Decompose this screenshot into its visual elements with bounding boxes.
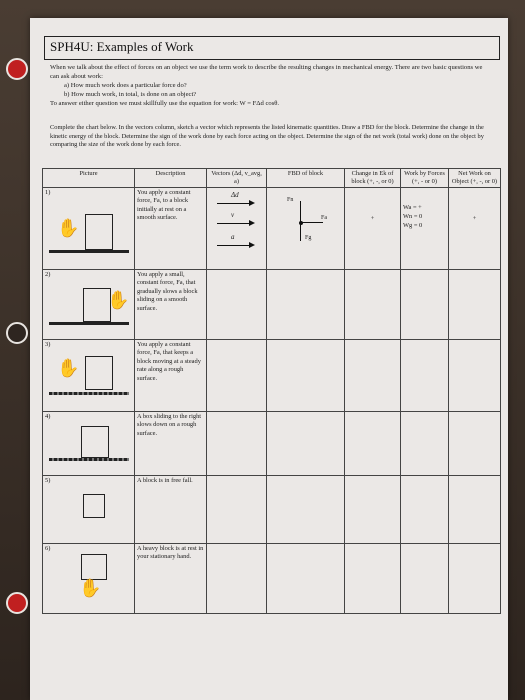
header-picture: Picture [43,169,135,188]
vectors-cell [207,412,267,476]
change-ek-cell [345,188,401,270]
work-by-forces-cell [401,412,449,476]
block-drawing [83,494,105,518]
vector-label-displacement: Δd [231,191,239,199]
fbd-cell [267,544,345,614]
block-drawing [85,214,113,250]
fbd-label-gravity: Fg [305,235,312,241]
change-ek-cell [345,476,401,544]
vector-label-acceleration: a [231,233,235,241]
header-fbd: FBD of block [267,169,345,188]
picture-cell [43,188,135,270]
hand-icon: ✋ [57,358,80,378]
description-cell: You apply a small, constant force, Fa, that gradually slows a block sliding on a smooth surface. [135,270,207,340]
surface-line [49,458,129,461]
surface-line [49,250,129,253]
vectors-cell [207,270,267,340]
row-number: 3) [45,341,51,348]
displacement-arrow [217,203,253,204]
question-b: b) How much work, in total, is done on an object? [64,91,197,98]
picture-cell [43,270,135,340]
description-cell: You apply a constant force, Fa, to a block initially at rest on a smooth surface. [135,188,207,270]
work-chart-table [42,168,501,614]
surface-line [49,322,129,325]
hand-icon: ✋ [107,290,130,310]
picture-cell [43,412,135,476]
work-by-forces-cell [401,270,449,340]
intro-line1: When we talk about the effect of forces on an object we use the term work to describe the resulting changes in mechanical energy. There are two basic questions we can ask about work: [50,64,483,80]
vector-label-velocity: v [231,211,235,219]
fbd-cell [267,340,345,412]
block-drawing [81,426,109,458]
work-by-forces-cell [401,340,449,412]
work-by-forces-cell [401,544,449,614]
fbd-cell [267,412,345,476]
header-change-ek: Change in Ek of block (+, -, or 0) [345,169,401,188]
change-ek-cell [345,544,401,614]
binder-hole-top [6,58,28,80]
picture-cell [43,544,135,614]
net-work-cell [449,544,501,614]
fbd-label-applied: Fa [321,215,327,221]
header-work-by-forces: Work by Forces (+, - or 0) [401,169,449,188]
net-work-cell [449,340,501,412]
change-ek-cell [345,412,401,476]
intro-line2: To answer either question we must skillfully use the equation for work: W = FΔd cosθ. [50,100,280,107]
change-ek-cell [345,340,401,412]
description-cell: A heavy block is at rest in your stationary hand. [135,544,207,614]
table-row [43,340,501,412]
question-a: a) How much work does a particular force do? [64,82,187,89]
work-normal: Wn = 0 [403,213,423,220]
net-work-cell [449,412,501,476]
binder-hole-middle [6,322,28,344]
row-number: 1) [45,189,51,196]
picture-cell [43,476,135,544]
row-number: 2) [45,271,51,278]
row-number: 4) [45,413,51,420]
work-applied: Wa = + [403,204,422,211]
net-work-cell [449,270,501,340]
page-title: SPH4U: Examples of Work [50,39,194,54]
row-number: 5) [45,477,51,484]
surface-line [49,392,129,395]
vectors-cell [207,544,267,614]
vectors-cell [207,476,267,544]
table-header-row [43,169,501,188]
description-cell: A box sliding to the right slows down on a rough surface. [135,412,207,476]
work-by-forces-cell [401,476,449,544]
fbd-cell [267,476,345,544]
hand-icon: ✋ [79,578,102,598]
binder-hole-bottom [6,592,28,614]
intro-text [50,63,490,108]
work-gravity: Wg = 0 [403,222,423,229]
change-ek-cell [345,270,401,340]
acceleration-arrow [217,245,253,246]
velocity-arrow [217,223,253,224]
fbd-label-normal: Fn [287,197,294,203]
table-row [43,270,501,340]
table-row [43,188,501,270]
block-drawing [81,554,107,580]
header-vectors: Vectors (Δd, v_avg, a) [207,169,267,188]
fbd-applied-force [301,222,323,223]
description-cell: A block is in free fall. [135,476,207,544]
table-row [43,412,501,476]
work-by-forces-cell [401,188,449,270]
table-row [43,544,501,614]
instructions-text: Complete the chart below. In the vectors column, sketch a vector which represents the listed kinematic quantities. Draw a FBD for the block. Determine the change in the kinetic energy of the block. Determine the sign of the work done by each force acting on the object. Determine the sign of the net work (total work) done on the object by comparing the size of the work done by each force. [50,124,484,149]
row-number: 6) [45,545,51,552]
block-drawing [85,356,113,390]
header-net-work: Net Work on Object (+, -, or 0) [449,169,501,188]
picture-cell [43,340,135,412]
fbd-cell [267,188,345,270]
vectors-cell [207,340,267,412]
net-work-cell [449,188,501,270]
change-ek-value: + [370,215,375,222]
description-cell: You apply a constant force, Fa, that keeps a block moving at a steady rate along a rough surface. [135,340,207,412]
fbd-cell [267,270,345,340]
hand-icon: ✋ [57,218,80,238]
table-row [43,476,501,544]
worksheet-page [30,18,508,700]
net-work-cell [449,476,501,544]
net-work-value: + [472,215,477,222]
vectors-cell [207,188,267,270]
header-description: Description [135,169,207,188]
fbd-block-dot [299,221,303,225]
